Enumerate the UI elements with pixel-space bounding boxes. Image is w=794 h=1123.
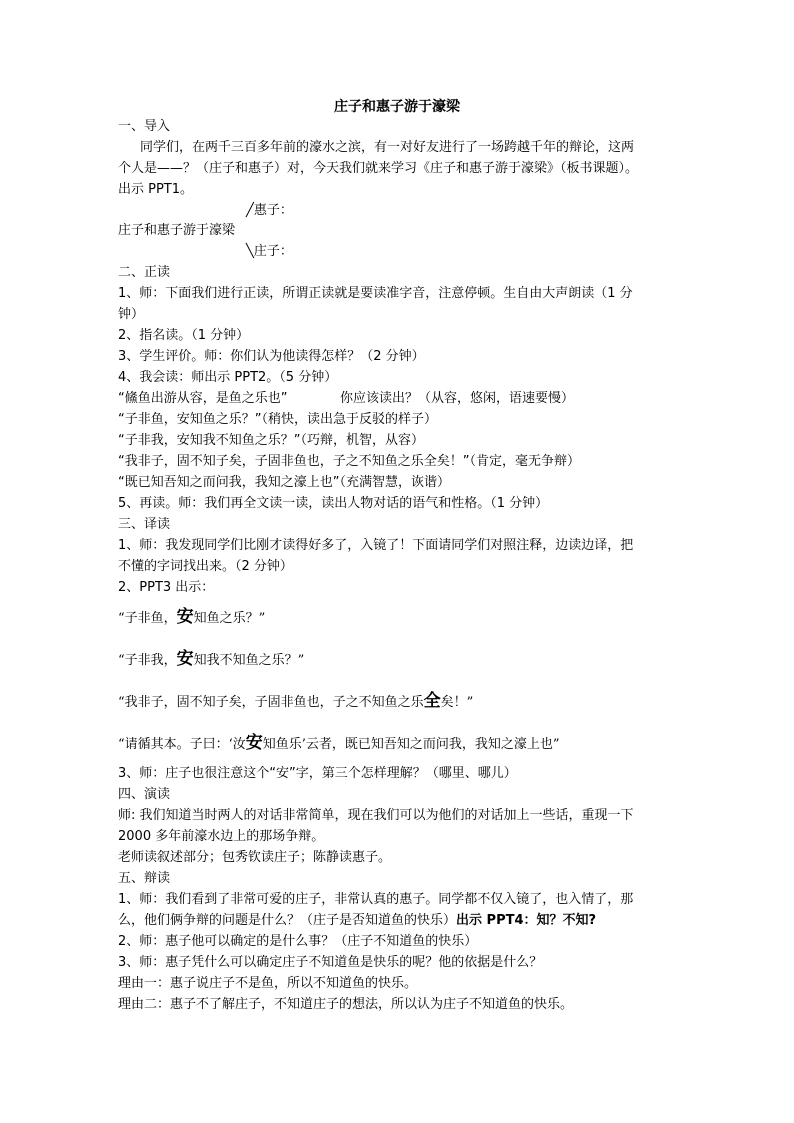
paragraph-line: 师: 我们知道当时两人的对话非常简单，现在我们可以为他们的对话加上一些话，重现一下	[118, 808, 634, 823]
ppt-quote-text: 矣！”	[440, 695, 474, 710]
quote-line: “子非我，安知我不知鱼之乐？”（巧辩，机智，从容）	[118, 433, 424, 448]
paragraph-line: 同学们，在两千三百多年前的濠水之滨，有一对好友进行了一场跨越千年的辩论，这两	[140, 140, 635, 155]
quote-line: “子非鱼，安知鱼之乐？”（稍快，读出急于反驳的样子）	[118, 412, 437, 427]
highlight-char: 安	[245, 733, 263, 753]
ppt-quote	[118, 692, 473, 712]
ppt-quote-text: 知我不知鱼之乐？”	[193, 653, 305, 668]
paragraph-line: 1、师：下面我们进行正读，所谓正读就是要读准字音，注意停顿。生自由大声朗读（1 分	[118, 286, 633, 301]
paragraph-line: 4、我会读：师出示 PPT2。（5 分钟）	[118, 370, 338, 385]
paragraph-line: 1、师：我们看到了非常可爱的庄子，非常认真的惠子。同学都不仅入镜了，也入情了，那	[118, 892, 634, 907]
section-heading-debate: 五、辩读	[118, 871, 171, 886]
paragraph-line: 2、PPT3 出示：	[118, 580, 215, 595]
ppt-quote-text: “请循其本。子曰：‘汝	[118, 737, 246, 752]
paragraph-line: 老师读叙述部分；包秀钦读庄子；陈静读惠子。	[118, 850, 392, 865]
ppt-quote-text: “子非鱼，	[118, 611, 177, 626]
paragraph-text: 么，他们俩争辩的问题是什么？（庄子是否知道鱼的快乐）	[118, 913, 457, 928]
paragraph-line: 2、师：惠子他可以确定的是什么事？（庄子不知道鱼的快乐）	[118, 934, 478, 949]
paragraph-line: 1、师：我发现同学们比刚才读得好多了，入镜了！下面请同学们对照注释，边读边译，把	[118, 538, 634, 553]
board-title: 庄子和惠子游于濠梁	[118, 223, 236, 238]
document-title: 庄子和惠子游于濠梁	[334, 99, 460, 115]
section-heading-reading: 二、正读	[118, 265, 171, 280]
section-heading-translate: 三、译读	[118, 517, 171, 532]
section-heading-perform: 四、演读	[118, 787, 171, 802]
paragraph-line: 不懂的字词找出来。（2 分钟）	[118, 559, 293, 574]
ppt4-label: 出示 PPT4：知？不知?	[456, 913, 597, 928]
highlight-char: 安	[176, 607, 194, 627]
ppt-quote-text: 知鱼之乐？”	[193, 611, 266, 626]
quote-line: “鯈鱼出游从容，是鱼之乐也”	[118, 391, 288, 406]
paragraph-line: 5、再读。师：我们再全文读一读，读出人物对话的语气和性格。（1 分钟）	[118, 496, 549, 511]
highlight-char: 全	[423, 691, 441, 711]
ppt-quote	[118, 734, 560, 754]
ppt-quote	[118, 608, 265, 628]
quote-line: “我非子，固不知子矣，子固非鱼也，子之不知鱼之乐全矣！”（肯定，毫无争辩）	[118, 454, 580, 469]
ppt-quote-text: 知鱼乐’云者，既已知吾知之而问我，我知之濠上也”	[262, 737, 560, 752]
paragraph-line: 3、师：惠子凭什么可以确定庄子不知道鱼是快乐的呢？他的依据是什么？	[118, 955, 543, 970]
ppt-quote-text: “子非我，	[118, 653, 177, 668]
paragraph-line: 出示 PPT1。	[118, 182, 194, 197]
board-zhuangzi: ╲庄子：	[246, 244, 293, 259]
ppt-quote	[118, 650, 304, 670]
paragraph-line: 2、指名读。（1 分钟）	[118, 328, 250, 343]
reason-line: 理由二：惠子不了解庄子，不知道庄子的想法，所以认为庄子不知道鱼的快乐。	[118, 997, 574, 1012]
reason-line: 理由一：惠子说庄子不是鱼，所以不知道鱼的快乐。	[118, 976, 418, 991]
paragraph-line: 3、师：庄子也很注意这个“安”字，第三个怎样理解？（哪里、哪儿）	[118, 766, 517, 781]
ppt-quote-text: “我非子，固不知子矣，子固非鱼也，子之不知鱼之乐	[118, 695, 424, 710]
paragraph-line: 个人是——？（庄子和惠子）对，今天我们就来学习《庄子和惠子游于濠梁》（板书课题）。	[118, 161, 639, 176]
section-heading-intro: 一、导入	[118, 119, 171, 134]
quote-instruction: 你应该读出？（从容，悠闲，语速要慢）	[340, 391, 575, 406]
board-huizi: ╱惠子：	[246, 203, 293, 218]
paragraph-line: 钟）	[118, 307, 145, 322]
quote-line: “既已知吾知之而问我，我知之濠上也”（充满智慧，诙谐）	[118, 475, 450, 490]
paragraph-line: 3、学生评价。师：你们认为他读得怎样？（2 分钟）	[118, 349, 425, 364]
paragraph-line	[118, 912, 596, 930]
highlight-char: 安	[176, 649, 194, 669]
paragraph-line: 2000 多年前濠水边上的那场争辩。	[118, 829, 325, 844]
